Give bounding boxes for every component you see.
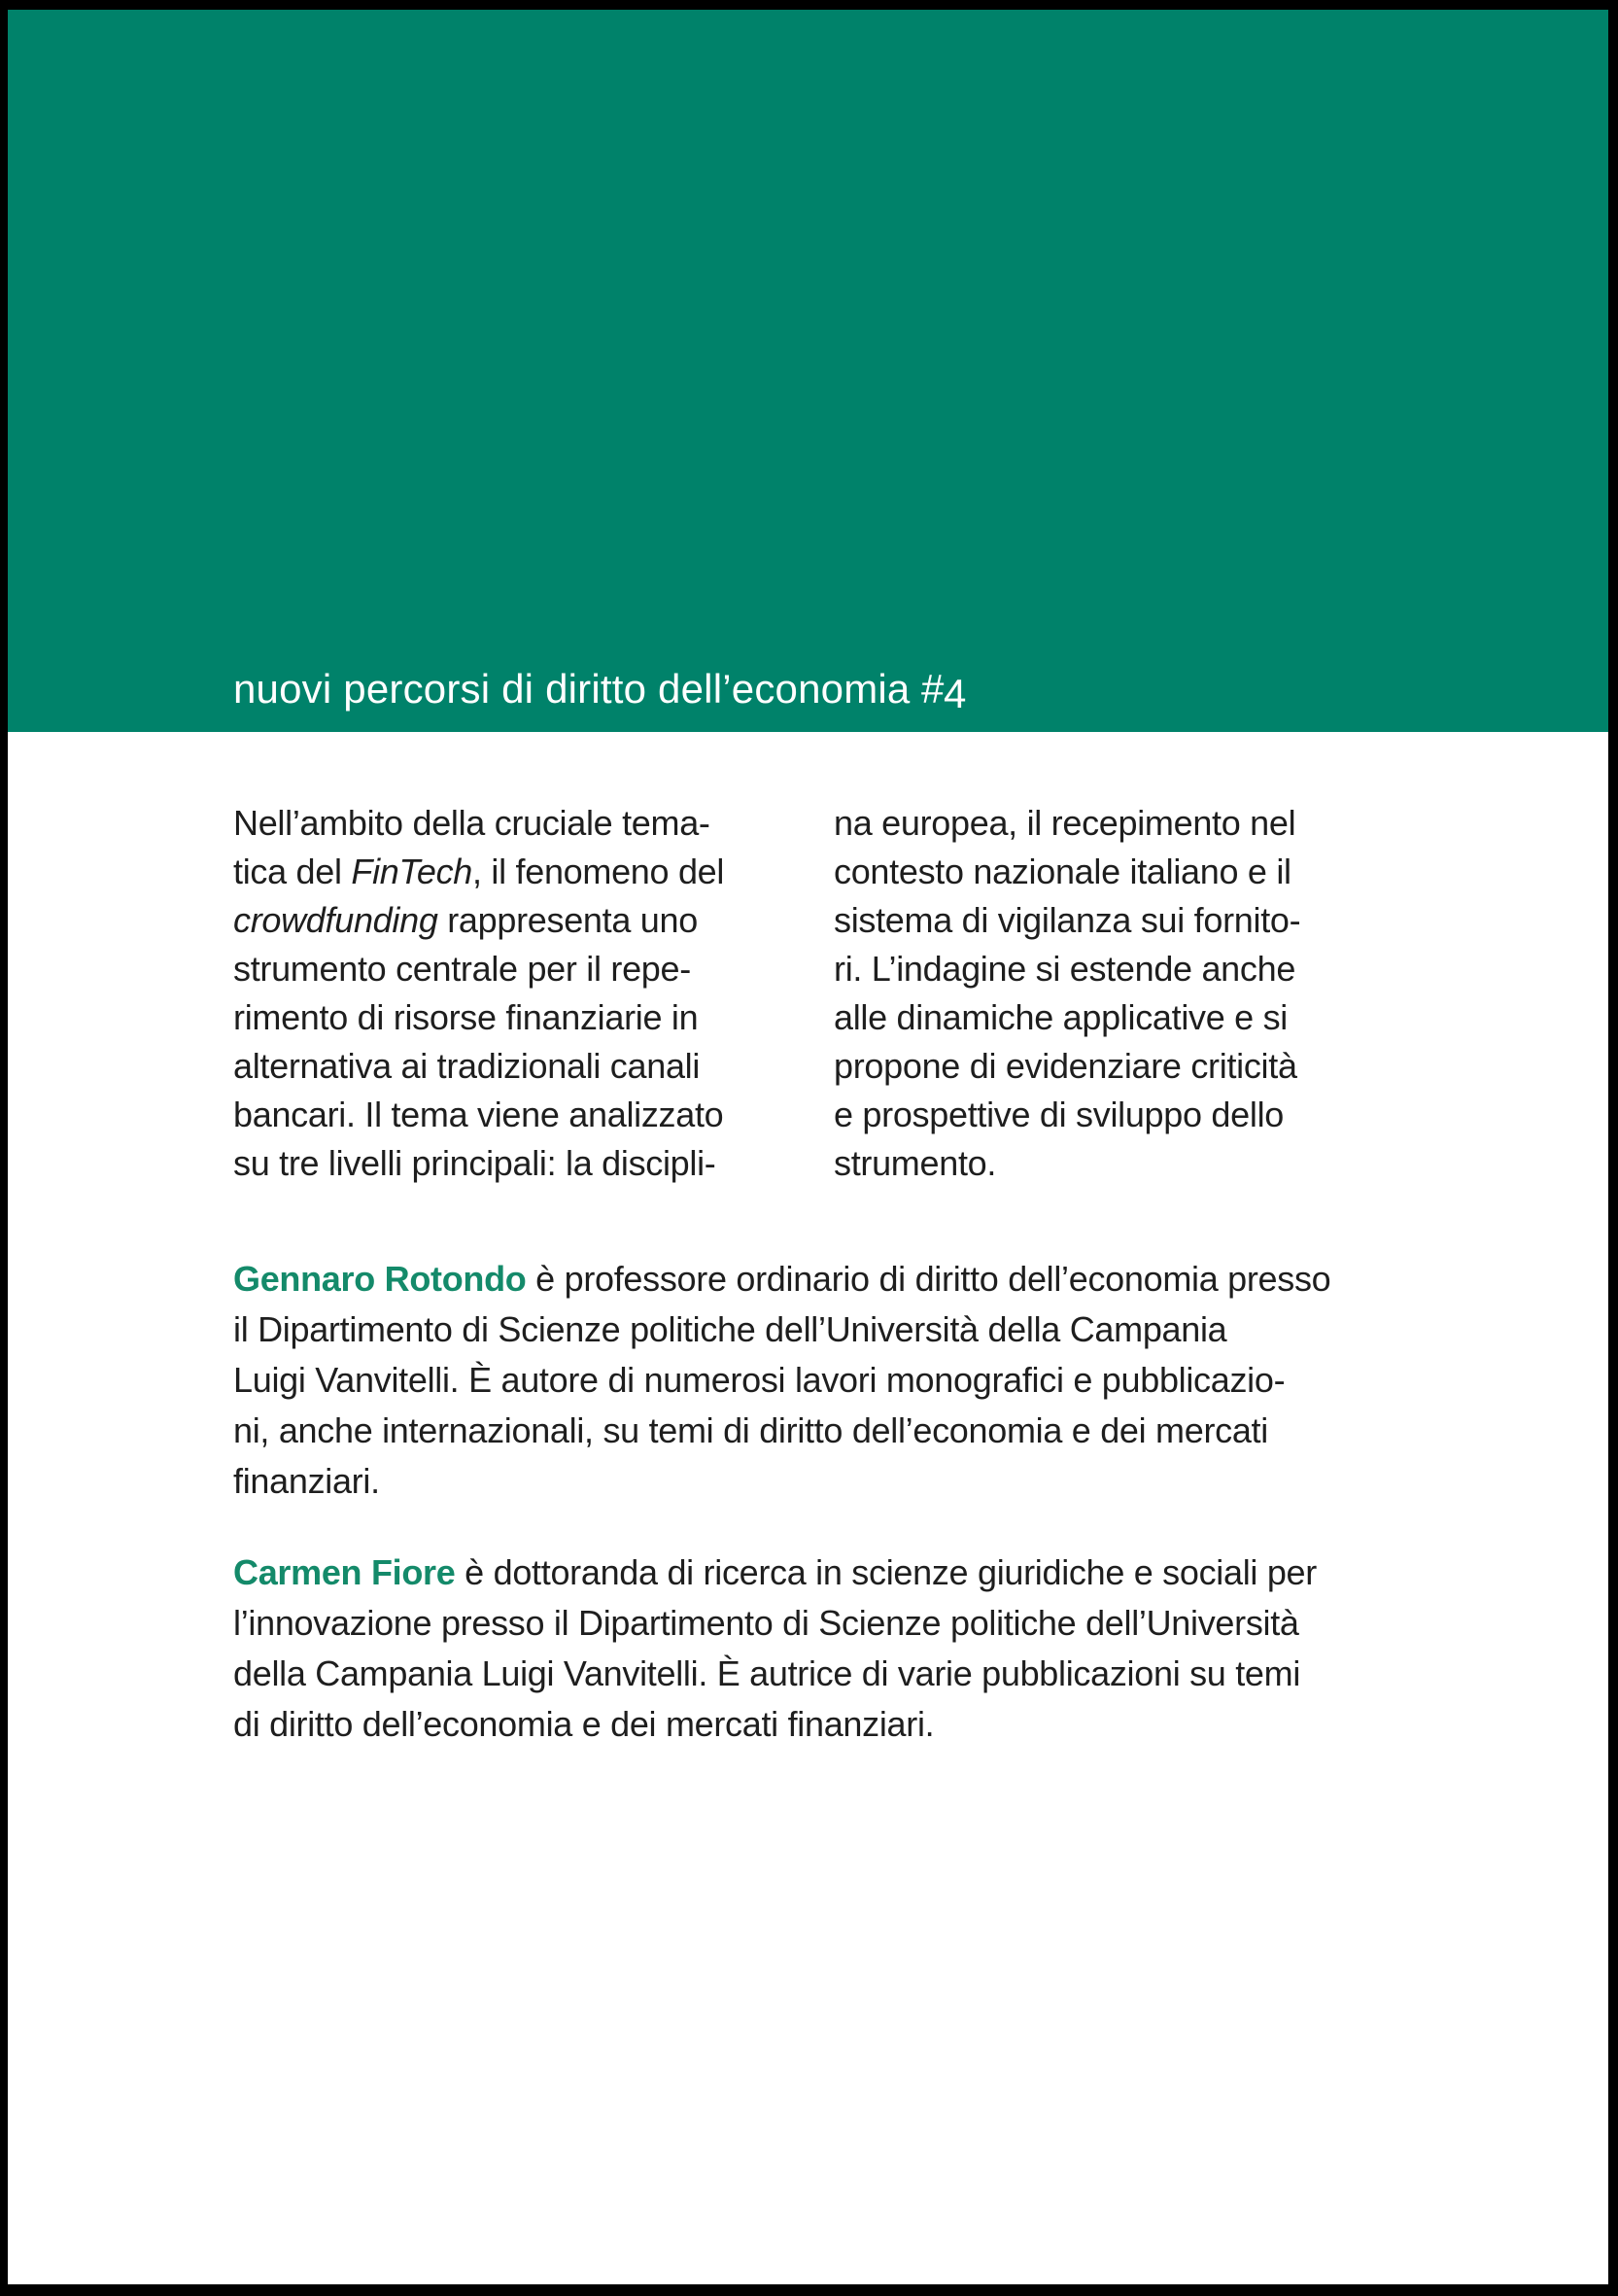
author-name: Gennaro Rotondo	[233, 1259, 527, 1299]
text-line: sistema di vigilanza sui fornito-	[834, 900, 1301, 940]
author-bio-carmen-fiore	[233, 1548, 1433, 1750]
text-line: finanziari.	[233, 1461, 380, 1501]
text-line: strumento.	[834, 1143, 997, 1183]
text-line: tica del FinTech, il fenomeno del	[233, 852, 725, 891]
series-title-text: nuovi percorsi di diritto dell’economia	[233, 665, 911, 712]
text-line: crowdfunding rappresenta uno	[233, 900, 698, 940]
text-line: alle dinamiche applicative e si	[834, 997, 1288, 1037]
text-line: propone di evidenziare criticità	[834, 1046, 1297, 1086]
text-line: contesto nazionale italiano e il	[834, 852, 1291, 891]
text-line: rimento di risorse finanziarie in	[233, 997, 699, 1037]
text-line: della Campania Luigi Vanvitelli. È autrice di varie pubblicazioni su temi	[233, 1653, 1301, 1693]
series-banner	[8, 10, 1608, 732]
back-cover-page	[8, 10, 1608, 2284]
text-line: Nell’ambito della cruciale tema-	[233, 803, 710, 843]
text-line: Luigi Vanvitelli. È autore di numerosi lavori monografici e pubblicazio-	[233, 1360, 1286, 1400]
text-line: di diritto dell’economia e dei mercati finanziari.	[233, 1704, 935, 1744]
text-line: ri. L’indagine si estende anche	[834, 949, 1296, 989]
text-line: Carmen Fiore è dottoranda di ricerca in scienze giuridiche e sociali per	[233, 1552, 1317, 1592]
text-line: l’innovazione presso il Dipartimento di Scienze politiche dell’Università	[233, 1603, 1299, 1643]
synopsis-column-right	[834, 799, 1395, 1188]
text-line: e prospettive di sviluppo dello	[834, 1095, 1284, 1134]
author-name: Carmen Fiore	[233, 1552, 456, 1592]
series-title	[233, 665, 967, 717]
text-line: na europea, il recepimento nel	[834, 803, 1296, 843]
text-line: Gennaro Rotondo è professore ordinario di diritto dell’economia presso	[233, 1259, 1331, 1299]
series-hash-symbol: #	[920, 665, 944, 712]
synopsis-text	[233, 799, 1395, 1188]
series-issue-number: 4	[943, 671, 967, 717]
author-bio-gennaro-rotondo	[233, 1254, 1433, 1507]
text-line: strumento centrale per il repe-	[233, 949, 691, 989]
text-line: bancari. Il tema viene analizzato	[233, 1095, 724, 1134]
text-line: il Dipartimento di Scienze politiche dell’Università della Campania	[233, 1309, 1227, 1349]
synopsis-column-left	[233, 799, 795, 1188]
text-line: su tre livelli principali: la discipli-	[233, 1143, 716, 1183]
text-line: alternativa ai tradizionali canali	[233, 1046, 701, 1086]
text-line: ni, anche internazionali, su temi di diritto dell’economia e dei mercati	[233, 1410, 1268, 1450]
